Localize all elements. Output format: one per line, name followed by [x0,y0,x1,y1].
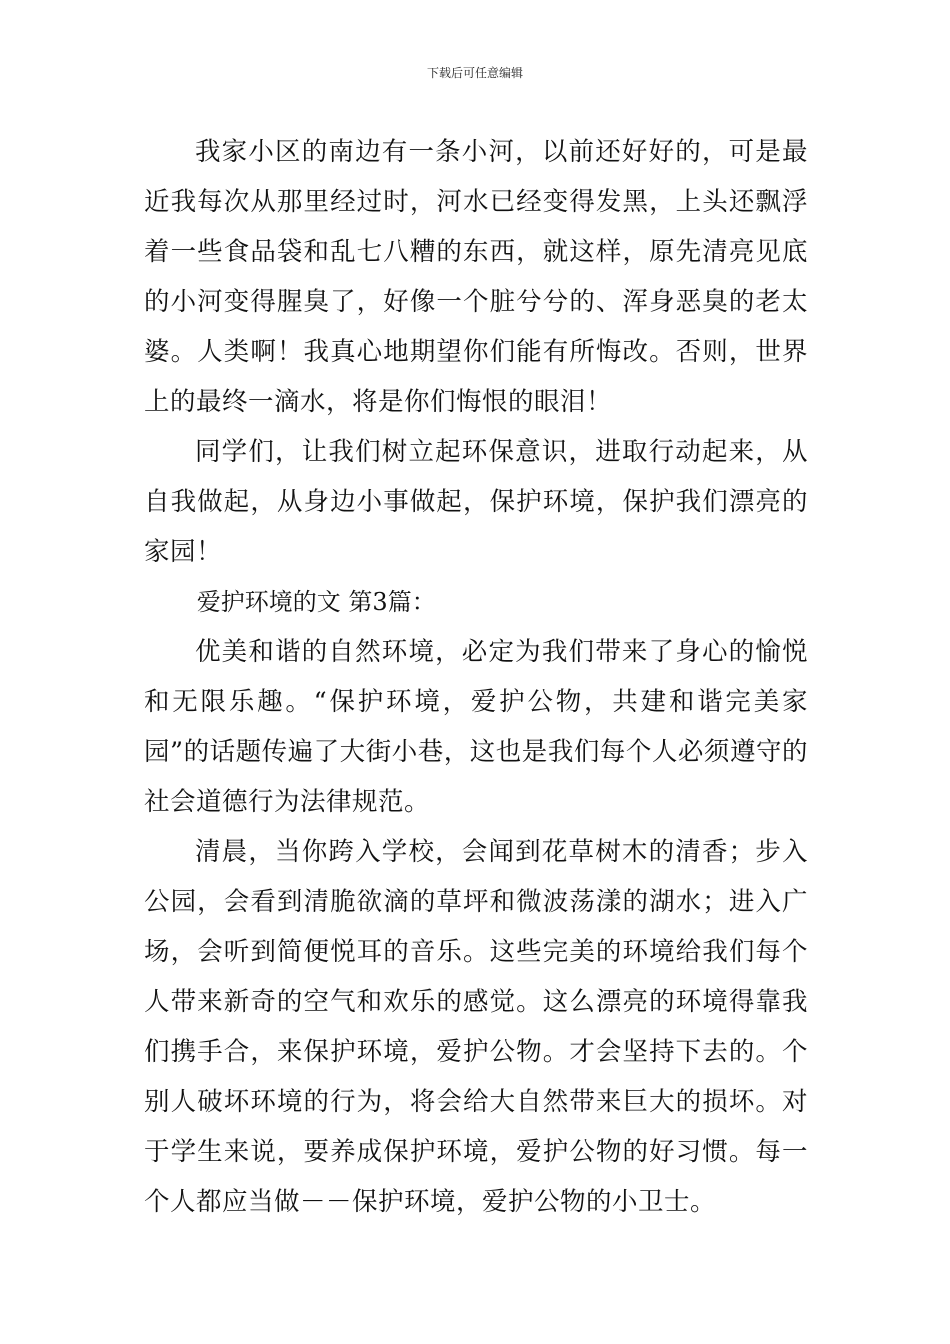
document-body [144,127,808,1227]
paragraph-morning-scene: 清晨，当你跨入学校，会闻到花草树木的清香；步入公园，会看到清脆欲滴的草坪和微波荡漾的湖水；进入广场，会听到简便悦耳的音乐。这些完美的环境给我们每个人带来新奇的空气和欢乐的感觉。这么漂亮的环境得靠我们携手合，来保护环境，爱护公物。才会坚持下去的。个别人破坏环境的行为，将会给大自然带来巨大的损坏。对于学生来说，要养成保护环境，爱护公物的好习惯。每一个人都应当做－－保护环境，爱护公物的小卫士。 [144,837,808,1217]
paragraph-environment-intro: 优美和谐的自然环境，必定为我们带来了身心的愉悦和无限乐趣。“保护环境，爱护公物，共建和谐完美家园”的话题传遍了大街小巷，这也是我们每个人必须遵守的社会道德行为法律规范。 [144,637,808,817]
page-header-note: 下载后可任意编辑 [426,66,523,80]
paragraph-call-to-action: 同学们，让我们树立起环保意识，进取行动起来，从自我做起，从身边小事做起，保护环境，保护我们漂亮的家园！ [144,437,808,567]
section-title: 爱护环境的文 第3篇： [196,588,436,616]
paragraph-continuation: 我家小区的南边有一条小河，以前还好好的，可是最近我每次从那里经过时，河水已经变得发黑，上头还飘浮着一些食品袋和乱七八糟的东西，就这样，原先清亮见底的小河变得腥臭了，好像一个脏兮兮的、浑身恶臭的老太婆。人类啊！我真心地期望你们能有所悔改。否则，世界上的最终一滴水，将是你们悔恨的眼泪！ [144,137,808,417]
